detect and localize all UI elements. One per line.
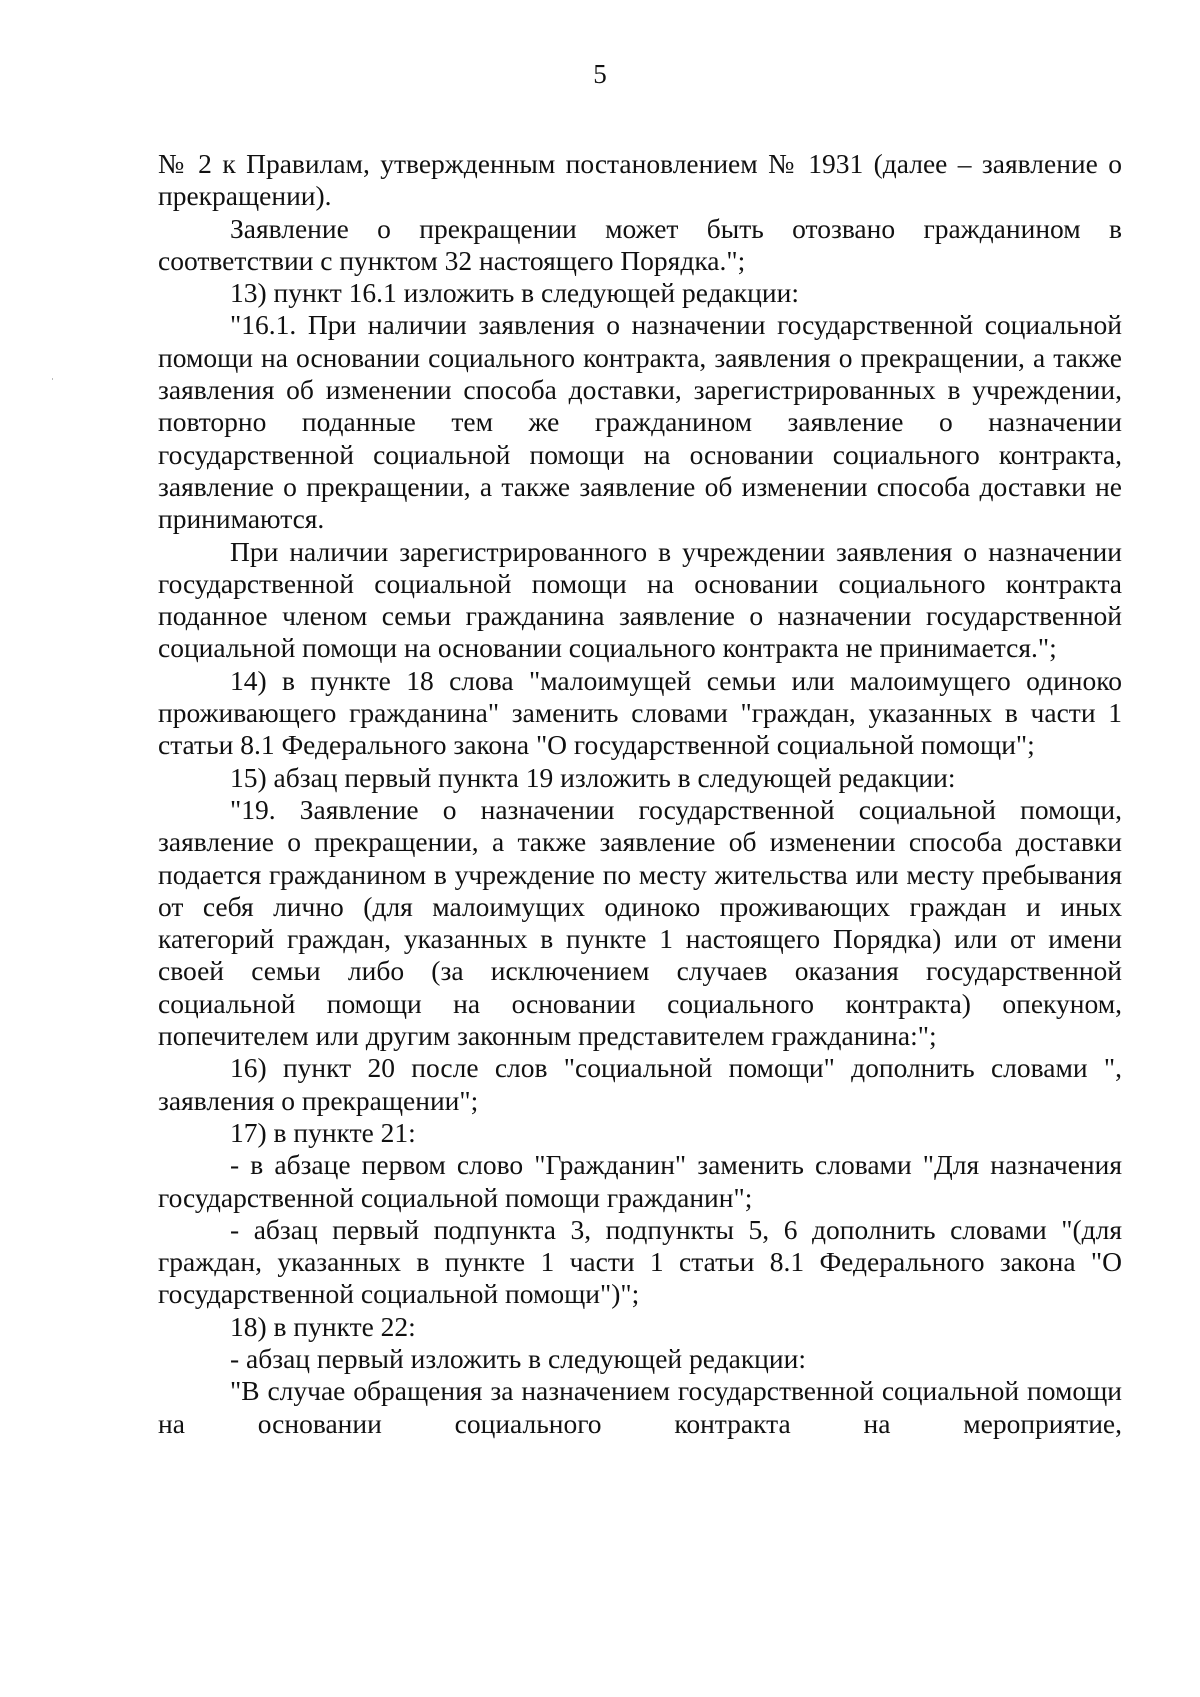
paragraph-item-17: 17) в пункте 21: [230, 1116, 416, 1148]
page-number: 5 [593, 59, 607, 89]
paragraph-family-member: При наличии зарегистрированного в учреждении заявления о назначении государственной социальной помощи на основании социального контракта поданное членом семьи гражданина заявление о назначении государственной социальной помощи на основании социального контракта не принимается."; [158, 535, 1122, 664]
paragraph-item-15: 15) абзац первый пункта 19 изложить в следующей редакции: [230, 761, 956, 793]
paragraph-item-17-b: - абзац первый подпункта 3, подпункты 5, 6 дополнить словами "(для граждан, указанных в пункте 1 части 1 статьи 8.1 Федерального закона "О государственной социальной помощи")"; [158, 1213, 1122, 1310]
paragraph-clause-19: "19. Заявление о назначении государственной социальной помощи, заявление о прекращении, а также заявление об изменении способа доставки подается гражданином в учреждение по месту жительства или месту пребывания от себя лично (для малоимущих одиноко проживающих граждан и иных категорий граждан, указанных в пункте 1 настоящего Порядка) или от имени своей семьи либо (за исключением случаев оказания государственной социальной помощи на основании социального контракта) опекуном, попечителем или другим законным представителем гражданина:"; [158, 793, 1122, 1052]
document-body [158, 148, 1122, 1440]
scan-margin-mark [52, 378, 53, 380]
paragraph-item-16: 16) пункт 20 после слов "социальной помощи" дополнить словами ", заявления о прекращении"; [158, 1052, 1122, 1116]
paragraph-item-17-a: - в абзаце первом слово "Гражданин" заменить словами "Для назначения государственной социальной помощи гражданин"; [158, 1149, 1122, 1213]
paragraph-item-18-a: - абзац первый изложить в следующей редакции: [230, 1342, 806, 1374]
paragraph-clause-16-1: "16.1. При наличии заявления о назначении государственной социальной помощи на основании социального контракта, заявления о прекращении, а также заявления об изменении способа доставки, зарегистрированных в учреждении, повторно поданные тем же гражданином заявление о назначении государственной социальной помощи на основании социального контракта, заявление о прекращении, а также заявление об изменении способа доставки не принимаются. [158, 309, 1122, 535]
paragraph-revocation: Заявление о прекращении может быть отозвано гражданином в соответствии с пунктом 32 настоящего Порядка."; [158, 212, 1122, 276]
paragraph-new-text: "В случае обращения за назначением государственной социальной помощи на основании социального контракта на мероприятие, [158, 1375, 1122, 1439]
paragraph-item-18: 18) в пункте 22: [230, 1310, 416, 1342]
paragraph-item-13: 13) пункт 16.1 изложить в следующей редакции: [230, 277, 799, 309]
paragraph-item-14: 14) в пункте 18 слова "малоимущей семьи или малоимущего одиноко проживающего гражданина" заменить словами "граждан, указанных в части 1 статьи 8.1 Федерального закона "О государственной социальной помощи"; [158, 664, 1122, 761]
paragraph-continuation: № 2 к Правилам, утвержденным постановлением № 1931 (далее – заявление о прекращении). [158, 148, 1122, 212]
